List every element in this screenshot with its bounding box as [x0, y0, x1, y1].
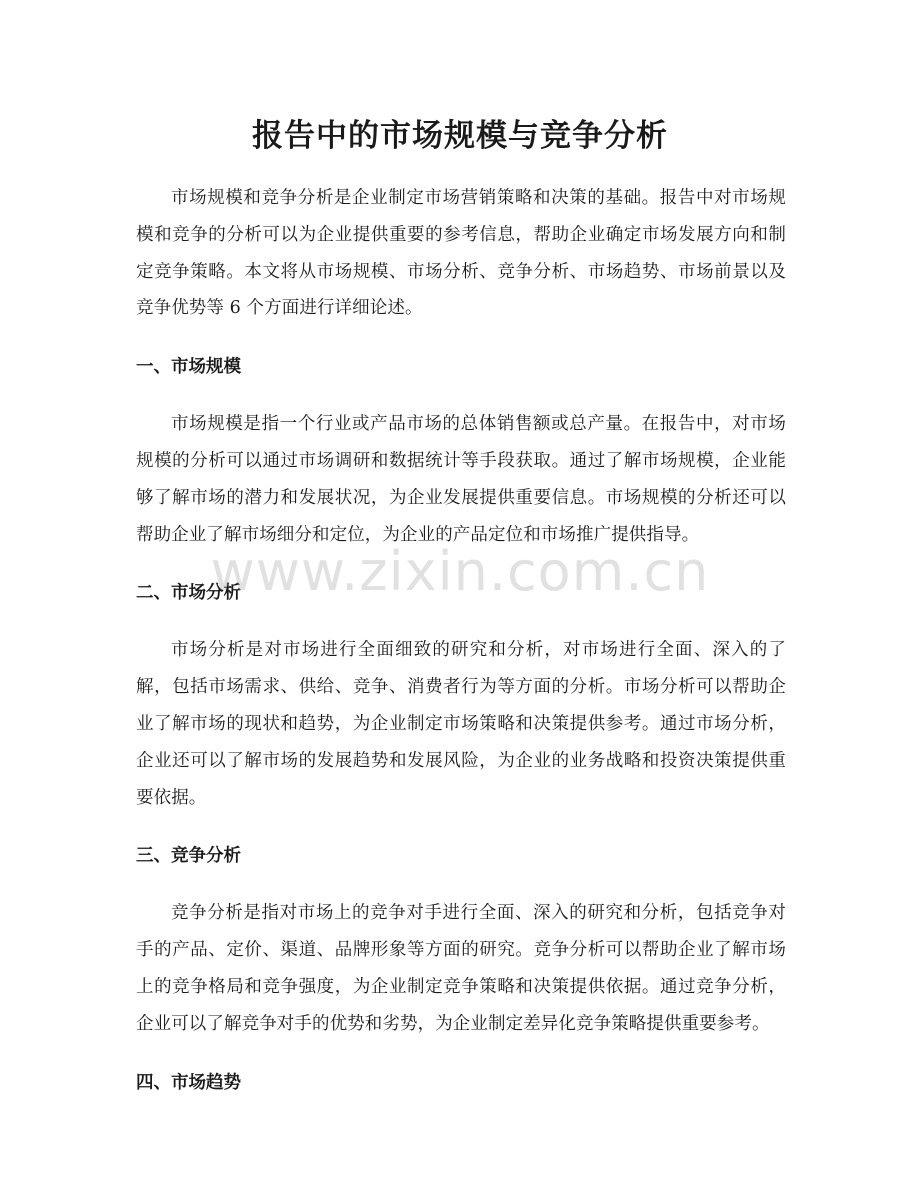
- document-title: 报告中的市场规模与竞争分析: [252, 118, 668, 154]
- section-body-market-size: 市场规模是指一个行业或产品市场的总体销售额或总产量。在报告中，对市场规模的分析可以通过市场调研和数据统计等手段获取。通过了解市场规模，企业能够了解市场的潜力和发展状况，为企业发展提供重要信息。市场规模的分析还可以帮助企业了解市场细分和定位，为企业的产品定位和市场推广提供指导。: [136, 414, 786, 545]
- section-body-competition-analysis: 竞争分析是指对市场上的竞争对手进行全面、深入的研究和分析，包括竞争对手的产品、定价、渠道、品牌形象等方面的研究。竞争分析可以帮助企业了解市场上的竞争格局和竞争强度，为企业制定竞争策略和决策提供依据。通过竞争分析，企业可以了解竞争对手的优势和劣势，为企业制定差异化竞争策略提供重要参考。: [136, 903, 786, 1034]
- section-heading-market-analysis: 二、市场分析: [136, 583, 241, 604]
- section-heading-competition-analysis: 三、竞争分析: [136, 846, 241, 867]
- section-body-market-analysis: 市场分析是对市场进行全面细致的研究和分析，对市场进行全面、深入的了解，包括市场需求、供给、竞争、消费者行为等方面的分析。市场分析可以帮助企业了解市场的现状和趋势，为企业制定市场策略和决策提供参考。通过市场分析，企业还可以了解市场的发展趋势和发展风险，为企业的业务战略和投资决策提供重要依据。: [136, 640, 786, 808]
- intro-paragraph: 市场规模和竞争分析是企业制定市场营销策略和决策的基础。报告中对市场规模和竞争的分析可以为企业提供重要的参考信息，帮助企业确定市场发展方向和制定竞争策略。本文将从市场规模、市场分析、竞争分析、市场趋势、市场前景以及竞争优势等 6 个方面进行详细论述。: [136, 188, 786, 319]
- document-body: [136, 180, 786, 1101]
- section-heading-market-size: 一、市场规模: [136, 357, 241, 378]
- section-heading-market-trends: 四、市场趋势: [136, 1072, 241, 1093]
- watermark: www.zixin.com.cn: [210, 540, 710, 603]
